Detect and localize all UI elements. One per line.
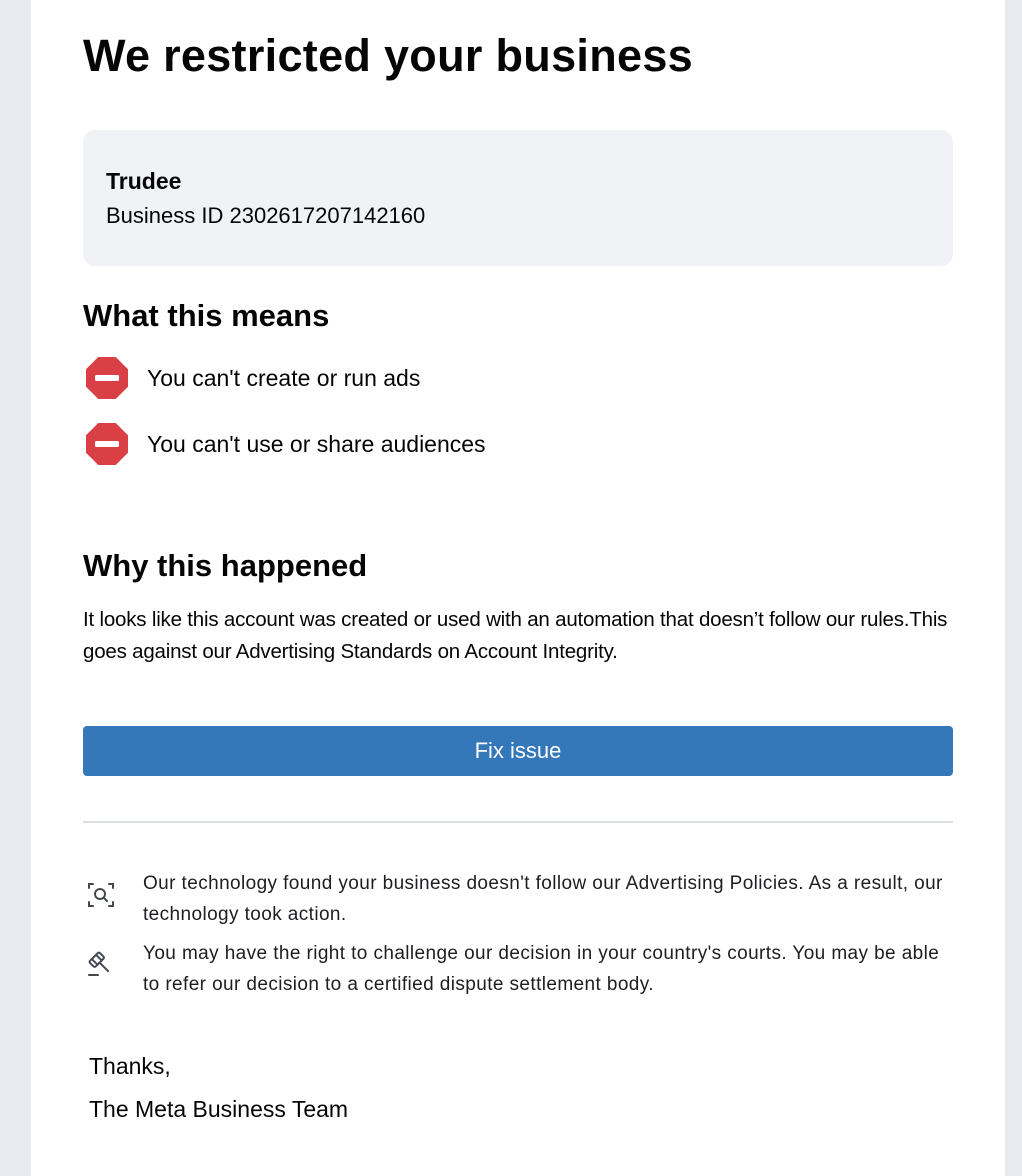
divider: [83, 821, 953, 823]
gavel-icon: [86, 949, 116, 979]
reason-text: It looks like this account was created or used with an automation that doesn’t follow our rules.This goes against our Advertising Standards on Account Integrity.: [83, 608, 948, 663]
what-this-means-heading: What this means: [83, 298, 330, 333]
why-this-happened-heading: Why this happened: [83, 548, 368, 583]
email-body: [31, 0, 1005, 1176]
business-name: Trudee: [106, 168, 182, 194]
legal-note-text: You may have the right to challenge our decision in your country's courts. You may be able to refer our decision to a certified dispute settlement body.: [143, 943, 940, 995]
technology-note-text: Our technology found your business doesn't follow our Advertising Policies. As a result, our technology took action.: [143, 873, 943, 925]
signoff-thanks: Thanks,: [89, 1053, 171, 1079]
restriction-item-text: You can't create or run ads: [147, 364, 421, 391]
signoff-team: The Meta Business Team: [89, 1096, 349, 1122]
magnifier-scan-icon: [86, 880, 116, 910]
stop-icon: [86, 357, 128, 399]
business-id: Business ID 2302617207142160: [106, 203, 426, 228]
fix-issue-button[interactable]: Fix issue: [83, 726, 953, 776]
restriction-item-text: You can't use or share audiences: [147, 430, 486, 457]
restriction-item: [86, 358, 420, 398]
stop-icon: [86, 423, 128, 465]
business-card: [83, 130, 953, 266]
restriction-item: [86, 424, 486, 464]
page-title: We restricted your business: [83, 30, 693, 81]
